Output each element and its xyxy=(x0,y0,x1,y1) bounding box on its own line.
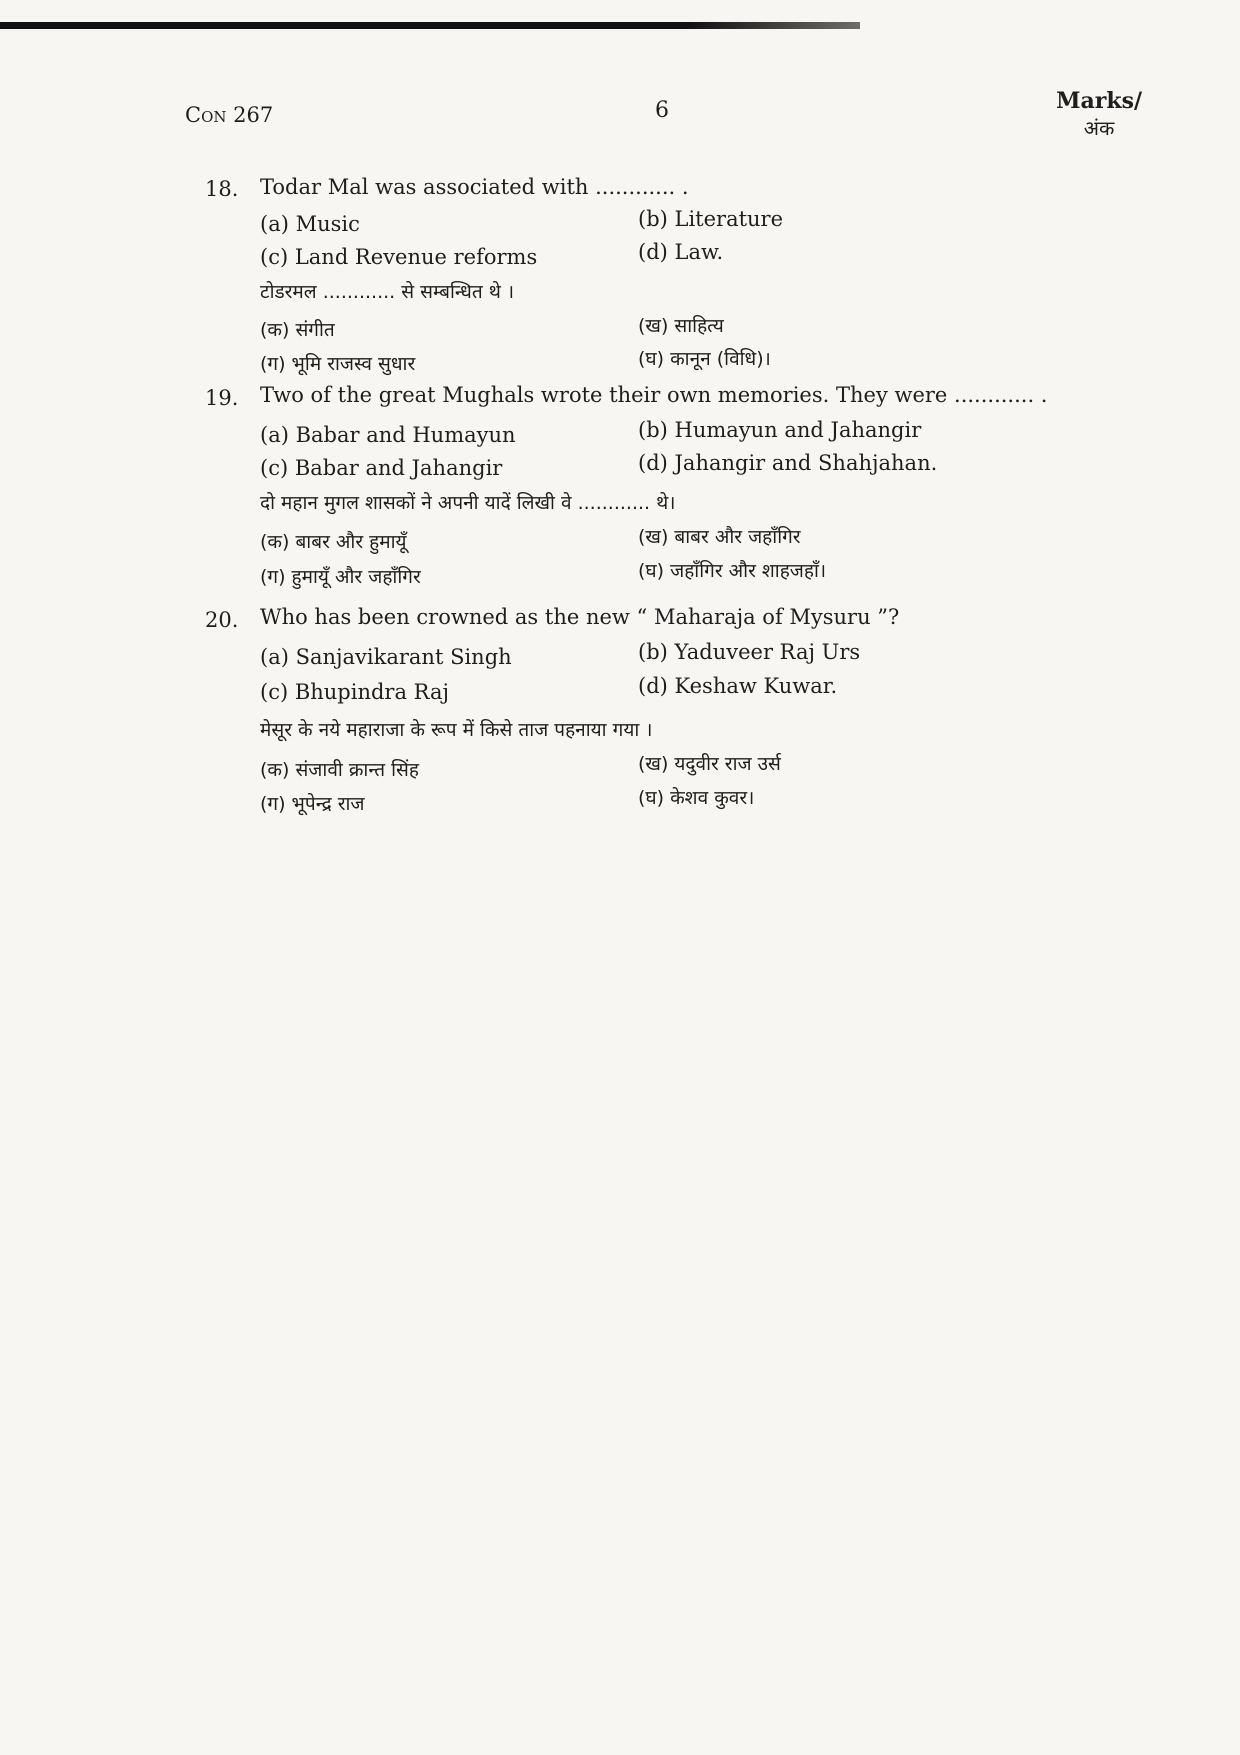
option-kha: (ख) यदुवीर राज उर्स xyxy=(638,753,781,775)
option-c: (c) Bhupindra Raj xyxy=(260,680,449,704)
marks-label-hi: अंक xyxy=(1083,116,1115,140)
question-number: 20. xyxy=(205,608,239,632)
question-stem-en: Who has been crowned as the new “ Maharaja of Mysuru ”? xyxy=(260,605,900,629)
option-ka: (क) संगीत xyxy=(260,319,335,341)
marks-label-en: Marks/ xyxy=(1056,88,1142,114)
option-c: (c) Land Revenue reforms xyxy=(260,245,538,269)
question-stem-en: Two of the great Mughals wrote their own memories. They were ............ . xyxy=(260,383,1048,407)
option-ka: (क) संजावी क्रान्त सिंह xyxy=(260,759,419,781)
question-stem-hi: मेसूर के नये महाराजा के रूप में किसे ताज पहनाया गया । xyxy=(260,719,653,741)
top-rule xyxy=(0,22,860,29)
option-kha: (ख) बाबर और जहाँगिर xyxy=(638,526,801,548)
option-b: (b) Yaduveer Raj Urs xyxy=(638,640,861,664)
option-ga: (ग) भूमि राजस्व सुधार xyxy=(260,353,416,375)
question-stem-en: Todar Mal was associated with ............ . xyxy=(260,175,689,199)
option-gha: (घ) जहाँगिर और शाहजहाँ। xyxy=(638,560,827,582)
option-d: (d) Keshaw Kuwar. xyxy=(638,674,838,698)
question-stem-hi: टोडरमल ............ से सम्बन्धित थे । xyxy=(260,281,515,303)
option-gha: (घ) कानून (विधि)। xyxy=(638,348,771,370)
option-c: (c) Babar and Jahangir xyxy=(260,456,503,480)
option-d: (d) Law. xyxy=(638,240,724,264)
option-b: (b) Humayun and Jahangir xyxy=(638,418,922,442)
option-a: (a) Sanjavikarant Singh xyxy=(260,645,512,669)
option-a: (a) Babar and Humayun xyxy=(260,423,516,447)
page-number: 6 xyxy=(655,98,669,123)
paper-code: Con 267 xyxy=(185,103,274,127)
option-b: (b) Literature xyxy=(638,207,784,231)
option-d: (d) Jahangir and Shahjahan. xyxy=(638,451,938,475)
question-number: 19. xyxy=(205,386,239,410)
option-ga: (ग) भूपेन्द्र राज xyxy=(260,793,365,815)
question-stem-hi: दो महान मुगल शासकों ने अपनी यादें लिखी वे ............ थे। xyxy=(260,492,676,514)
marks-heading xyxy=(1056,88,1142,141)
option-ka: (क) बाबर और हुमायूँ xyxy=(260,531,407,553)
option-a: (a) Music xyxy=(260,212,360,236)
option-ga: (ग) हुमायूँ और जहाँगिर xyxy=(260,566,421,588)
option-gha: (घ) केशव कुवर। xyxy=(638,787,755,809)
option-kha: (ख) साहित्य xyxy=(638,315,724,337)
question-number: 18. xyxy=(205,177,239,201)
